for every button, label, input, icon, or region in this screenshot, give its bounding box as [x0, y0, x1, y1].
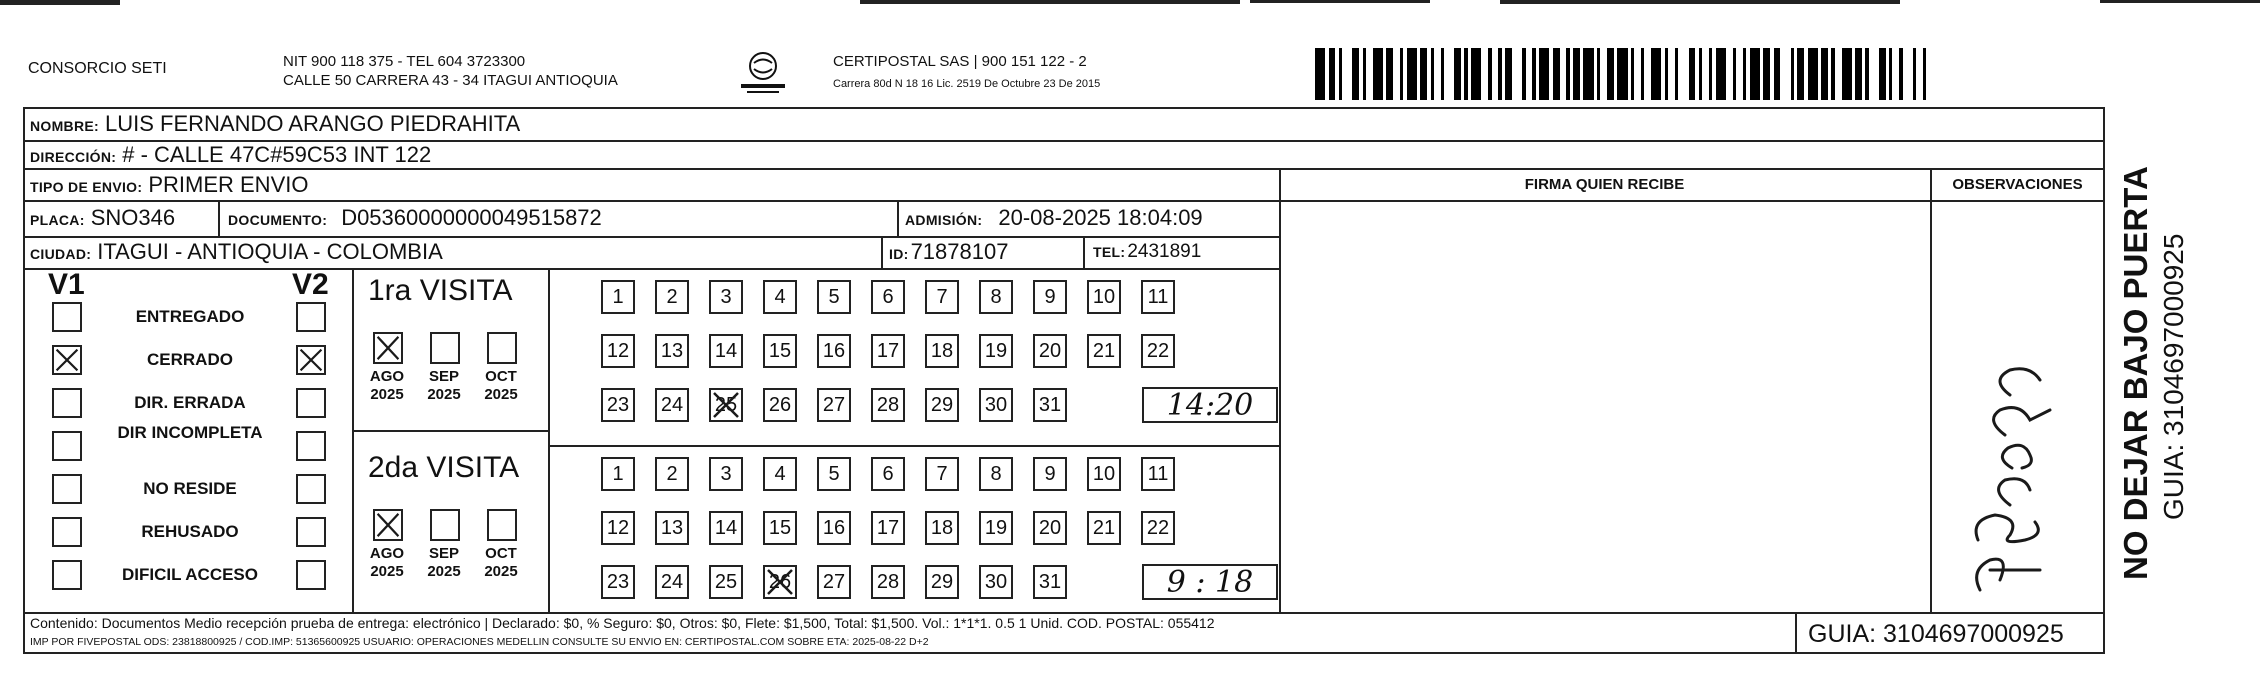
- day-number: 3: [720, 462, 732, 485]
- v2-status-checkbox[interactable]: [296, 560, 326, 590]
- barcode-bar: [1842, 48, 1852, 100]
- day-checkbox[interactable]: [655, 565, 689, 599]
- day-checkbox[interactable]: [601, 388, 635, 422]
- v2-header: V2: [292, 268, 329, 301]
- placa-cell: [30, 205, 175, 231]
- barcode-bar: [1329, 48, 1336, 100]
- day-number: 13: [660, 339, 684, 362]
- courier-address: Carrera 80d N 18 16 Lic. 2519 De Octubre 23 De 2015: [833, 78, 1101, 90]
- day-number: 12: [606, 516, 630, 539]
- day-number: 22: [1146, 516, 1170, 539]
- day-checkbox[interactable]: [925, 565, 959, 599]
- top-edge-line: [0, 0, 120, 5]
- day-checkbox[interactable]: [1141, 511, 1175, 545]
- day-number: 13: [660, 516, 684, 539]
- status-option-label: DIFICIL ACCESO: [121, 565, 258, 584]
- barcode-bar: [1797, 48, 1804, 100]
- day-checkbox[interactable]: [709, 280, 743, 314]
- day-number: 16: [822, 516, 846, 539]
- x-check-mark: [54, 347, 80, 373]
- firma-header: FIRMA QUIEN RECIBE: [1524, 176, 1685, 193]
- day-checkbox[interactable]: [1087, 334, 1121, 368]
- status-option-label: DIR. ERRADA: [134, 393, 246, 412]
- barcode-bar: [1420, 48, 1427, 100]
- observaciones-header: OBSERVACIONES: [1952, 176, 2083, 193]
- day-checkbox[interactable]: [709, 457, 743, 491]
- day-checkbox[interactable]: [763, 280, 797, 314]
- barcode-bar: [1454, 48, 1461, 100]
- day-checkbox[interactable]: [1033, 457, 1067, 491]
- day-number: 19: [984, 516, 1008, 539]
- barcode-bar: [1393, 48, 1400, 100]
- column-divider: [1083, 236, 1085, 268]
- day-number: 23: [606, 393, 630, 416]
- barcode-bar: [1651, 48, 1661, 100]
- tipo-value: PRIMER ENVIO: [148, 172, 309, 197]
- day-checkbox[interactable]: [817, 457, 851, 491]
- day-number: 23: [606, 570, 630, 593]
- day-checkbox[interactable]: [871, 457, 905, 491]
- month-checkbox[interactable]: [373, 332, 403, 364]
- column-divider: [897, 200, 899, 236]
- x-check-mark: [375, 334, 401, 362]
- top-edge-line: [2100, 0, 2260, 3]
- month-label: [477, 545, 525, 581]
- day-number: 2: [666, 462, 678, 485]
- row-divider: [23, 268, 1279, 270]
- footer-guia: GUIA: 3104697000925: [1808, 620, 2064, 648]
- direccion-label: DIRECCIÓN:: [30, 149, 117, 165]
- day-number: 24: [660, 393, 684, 416]
- barcode-bar: [1855, 48, 1862, 100]
- day-number: 6: [882, 285, 894, 308]
- visit-title: 1ra VISITA: [368, 274, 513, 307]
- company-address: CALLE 50 CARRERA 43 - 34 ITAGUI ANTIOQUIA: [283, 72, 618, 89]
- barcode-bar: [1702, 48, 1709, 100]
- company-name: CONSORCIO SETI: [28, 60, 167, 77]
- admision-value: 20-08-2025 18:04:09: [998, 205, 1203, 230]
- visit-time-box[interactable]: [1142, 564, 1278, 600]
- v2-status-checkbox[interactable]: [296, 517, 326, 547]
- day-checkbox[interactable]: [601, 457, 635, 491]
- side-guia: GUIA: 3104697000925: [2158, 233, 2189, 520]
- month-checkbox[interactable]: [430, 332, 460, 364]
- day-number: 29: [930, 393, 954, 416]
- month-name: AGO: [369, 368, 405, 385]
- handwritten-time: 9 : 18: [1166, 564, 1254, 600]
- barcode-bar: [1716, 48, 1726, 100]
- day-checkbox[interactable]: [871, 565, 905, 599]
- day-number: 8: [990, 285, 1002, 308]
- footer-content: Contenido: Documentos Medio recepción prueba de entrega: electrónico | Declarado: $0, % Seguro: $0, Otros: $0, Flete: $1,500, Total: $1,500. Vol.: 1*1*1. 0.5 1 Unid. COD. POSTAL: 055412: [30, 615, 1215, 631]
- day-checkbox[interactable]: [655, 388, 689, 422]
- month-name: OCT: [485, 545, 517, 562]
- row-divider: [352, 430, 548, 432]
- day-checkbox[interactable]: [655, 457, 689, 491]
- month-year: 2025: [484, 386, 518, 403]
- day-number: 14: [714, 339, 738, 362]
- day-number: 27: [822, 570, 846, 593]
- month-checkbox[interactable]: [487, 509, 517, 541]
- tel-value: 2431891: [1127, 241, 1202, 262]
- barcode-bar: [1434, 48, 1441, 100]
- barcode-bar: [1668, 48, 1675, 100]
- barcode-bar: [1879, 48, 1886, 100]
- x-check-mark: [375, 511, 401, 539]
- barcode-bar: [1492, 48, 1499, 100]
- day-checkbox[interactable]: [1087, 511, 1121, 545]
- day-checkbox[interactable]: [601, 511, 635, 545]
- month-year: 2025: [427, 563, 461, 580]
- day-number: 2: [666, 285, 678, 308]
- month-year: 2025: [427, 386, 461, 403]
- barcode-bar: [1926, 48, 1929, 100]
- column-divider: [1930, 168, 1932, 612]
- column-divider: [1795, 612, 1797, 654]
- barcode-bar: [1600, 48, 1607, 100]
- day-checkbox[interactable]: [1033, 511, 1067, 545]
- day-checkbox[interactable]: [979, 280, 1013, 314]
- day-number: 12: [606, 339, 630, 362]
- day-checkbox[interactable]: [979, 565, 1013, 599]
- barcode-bar: [1774, 48, 1781, 100]
- barcode-bar: [1315, 48, 1325, 100]
- barcode-bar: [1678, 48, 1688, 100]
- handwritten-signature: [1950, 340, 2090, 600]
- day-number: 8: [990, 462, 1002, 485]
- day-number: 26: [768, 570, 792, 593]
- day-number: 17: [876, 516, 900, 539]
- row-divider: [548, 445, 1279, 447]
- v1-status-checkbox[interactable]: [52, 388, 82, 418]
- day-checkbox[interactable]: [817, 565, 851, 599]
- courier-name: CERTIPOSTAL SAS | 900 151 122 - 2: [833, 53, 1087, 70]
- v2-status-checkbox[interactable]: [296, 302, 326, 332]
- day-number: 20: [1038, 339, 1062, 362]
- day-number: 1: [612, 462, 624, 485]
- day-number: 9: [1044, 462, 1056, 485]
- v1-status-checkbox[interactable]: [52, 431, 82, 461]
- footer-print-info: IMP POR FIVEPOSTAL ODS: 23818800925 / COD.IMP: 51365600925 USUARIO: OPERACIONES MEDELLIN CONSULTE SU ENVIO EN: CERTIPOSTAL.COM SOBRE ETA: 2025-08-22 D+2: [30, 636, 929, 648]
- barcode-bar: [1869, 48, 1879, 100]
- day-checkbox[interactable]: [709, 388, 743, 422]
- barcode-bar: [1750, 48, 1760, 100]
- month-year: 2025: [370, 386, 404, 403]
- day-checkbox[interactable]: [1087, 280, 1121, 314]
- day-number: 1: [612, 285, 624, 308]
- day-number: 20: [1038, 516, 1062, 539]
- v1-status-checkbox[interactable]: [52, 560, 82, 590]
- barcode-bar: [1916, 48, 1923, 100]
- status-option-label: ENTREGADO: [135, 307, 245, 326]
- admision-label: ADMISIÓN:: [905, 212, 983, 228]
- tipo-label: TIPO DE ENVIO:: [30, 179, 143, 195]
- day-checkbox[interactable]: [1033, 280, 1067, 314]
- barcode-bar: [1512, 48, 1522, 100]
- day-number: 15: [768, 339, 792, 362]
- day-checkbox[interactable]: [979, 334, 1013, 368]
- row-divider: [23, 612, 2105, 614]
- barcode-bar: [1607, 48, 1614, 100]
- barcode-bar: [1835, 48, 1842, 100]
- row-divider: [23, 200, 2105, 202]
- barcode-bar: [1726, 48, 1733, 100]
- barcode-bar: [1386, 48, 1393, 100]
- day-checkbox[interactable]: [763, 457, 797, 491]
- handwritten-time: 14:20: [1166, 387, 1254, 423]
- barcode-bar: [1903, 48, 1913, 100]
- day-checkbox[interactable]: [817, 511, 851, 545]
- status-option-label: DIR INCOMPLETA: [117, 423, 263, 442]
- day-checkbox[interactable]: [1141, 334, 1175, 368]
- barcode-bar: [1342, 48, 1352, 100]
- day-checkbox[interactable]: [763, 334, 797, 368]
- day-checkbox[interactable]: [601, 565, 635, 599]
- month-label: [363, 368, 411, 404]
- side-warning: NO DEJAR BAJO PUERTA: [2117, 166, 2154, 580]
- documento-cell: [228, 205, 602, 231]
- v2-status-checkbox[interactable]: [296, 474, 326, 504]
- month-name: OCT: [485, 368, 517, 385]
- day-number: 21: [1092, 516, 1116, 539]
- day-number: 27: [822, 393, 846, 416]
- day-number: 16: [822, 339, 846, 362]
- id-label: ID:: [889, 246, 909, 262]
- day-checkbox[interactable]: [979, 511, 1013, 545]
- month-year: 2025: [484, 563, 518, 580]
- direccion-row: [30, 142, 431, 168]
- day-number: 28: [876, 570, 900, 593]
- barcode-bar: [1689, 48, 1696, 100]
- barcode-bar: [1644, 48, 1651, 100]
- day-number: 5: [828, 462, 840, 485]
- barcode-bar: [1634, 48, 1641, 100]
- day-number: 26: [768, 393, 792, 416]
- tel-cell: [1093, 241, 1201, 263]
- month-year: 2025: [370, 563, 404, 580]
- barcode-bar: [1617, 48, 1627, 100]
- column-divider: [218, 200, 220, 236]
- day-checkbox[interactable]: [817, 280, 851, 314]
- status-option-label: CERRADO: [147, 350, 233, 369]
- v2-status-checkbox[interactable]: [296, 431, 326, 461]
- day-checkbox[interactable]: [601, 334, 635, 368]
- nombre-label: NOMBRE:: [30, 118, 99, 134]
- id-value: 71878107: [910, 239, 1009, 264]
- month-name: SEP: [428, 545, 459, 562]
- day-checkbox[interactable]: [871, 334, 905, 368]
- month-label: [420, 368, 468, 404]
- v1-status-checkbox[interactable]: [52, 345, 82, 375]
- day-checkbox[interactable]: [1141, 280, 1175, 314]
- day-number: 7: [936, 462, 948, 485]
- day-checkbox[interactable]: [655, 280, 689, 314]
- day-checkbox[interactable]: [1087, 457, 1121, 491]
- top-edge-line: [1500, 0, 1900, 4]
- day-number: 25: [714, 393, 738, 416]
- day-number: 4: [774, 462, 786, 485]
- day-checkbox[interactable]: [979, 457, 1013, 491]
- day-number: 7: [936, 285, 948, 308]
- status-option-label: REHUSADO: [141, 522, 239, 541]
- month-checkbox[interactable]: [430, 509, 460, 541]
- barcode-bar: [1373, 48, 1383, 100]
- day-number: 3: [720, 285, 732, 308]
- v1-status-checkbox[interactable]: [52, 517, 82, 547]
- month-label: [363, 545, 411, 581]
- day-checkbox[interactable]: [871, 511, 905, 545]
- day-checkbox[interactable]: [1141, 457, 1175, 491]
- top-edge-line: [1250, 0, 1430, 3]
- day-number: 22: [1146, 339, 1170, 362]
- column-divider: [881, 236, 883, 268]
- tipo-row: [30, 172, 308, 198]
- day-checkbox[interactable]: [709, 565, 743, 599]
- v2-status-checkbox[interactable]: [296, 388, 326, 418]
- barcode-bar: [1481, 48, 1488, 100]
- day-checkbox[interactable]: [655, 334, 689, 368]
- day-number: 25: [714, 570, 738, 593]
- day-checkbox[interactable]: [1033, 388, 1067, 422]
- day-checkbox[interactable]: [925, 388, 959, 422]
- day-number: 17: [876, 339, 900, 362]
- day-number: 21: [1092, 339, 1116, 362]
- day-checkbox[interactable]: [925, 511, 959, 545]
- day-number: 4: [774, 285, 786, 308]
- day-number: 6: [882, 462, 894, 485]
- day-checkbox[interactable]: [817, 388, 851, 422]
- barcode-bar: [1505, 48, 1512, 100]
- barcode-bar: [1583, 48, 1593, 100]
- day-number: 11: [1147, 285, 1169, 308]
- day-number: 29: [930, 570, 954, 593]
- day-checkbox[interactable]: [1033, 565, 1067, 599]
- placa-value: SNO346: [90, 205, 176, 230]
- day-checkbox[interactable]: [709, 334, 743, 368]
- day-checkbox[interactable]: [817, 334, 851, 368]
- visit-time-box[interactable]: [1142, 387, 1278, 423]
- barcode-bar: [1763, 48, 1770, 100]
- month-label: [420, 545, 468, 581]
- admision-cell: [905, 205, 1203, 231]
- ciudad-cell: [30, 239, 443, 265]
- day-checkbox[interactable]: [925, 334, 959, 368]
- day-number: 28: [876, 393, 900, 416]
- barcode-bar: [1808, 48, 1818, 100]
- month-checkbox[interactable]: [373, 509, 403, 541]
- v1-header: V1: [48, 268, 85, 301]
- day-number: 14: [714, 516, 738, 539]
- barcode-bar: [1821, 48, 1828, 100]
- barcode-bar: [1366, 48, 1373, 100]
- column-divider: [352, 268, 354, 612]
- nombre-row: [30, 111, 520, 137]
- x-check-mark: [298, 347, 324, 373]
- barcode-bar: [1736, 48, 1743, 100]
- barcode-bar: [1573, 48, 1580, 100]
- day-checkbox[interactable]: [655, 511, 689, 545]
- status-option-label: NO RESIDE: [143, 479, 237, 498]
- nombre-value: LUIS FERNANDO ARANGO PIEDRAHITA: [104, 111, 521, 136]
- day-number: 18: [930, 516, 954, 539]
- day-number: 5: [828, 285, 840, 308]
- day-checkbox[interactable]: [871, 388, 905, 422]
- row-divider: [23, 168, 2105, 170]
- day-number: 24: [660, 570, 684, 593]
- top-edge-line: [860, 0, 1240, 4]
- tracking-barcode: [1315, 48, 1931, 100]
- day-number: 31: [1038, 570, 1062, 593]
- month-name: SEP: [428, 368, 459, 385]
- month-checkbox[interactable]: [487, 332, 517, 364]
- barcode-bar: [1444, 48, 1454, 100]
- day-number: 19: [984, 339, 1008, 362]
- day-checkbox[interactable]: [871, 280, 905, 314]
- day-number: 30: [984, 393, 1008, 416]
- day-number: 11: [1147, 462, 1169, 485]
- month-name: AGO: [369, 545, 405, 562]
- barcode-bar: [1780, 48, 1790, 100]
- day-checkbox[interactable]: [925, 280, 959, 314]
- row-divider: [23, 236, 1279, 238]
- barcode-bar: [1526, 48, 1533, 100]
- barcode-bar: [1352, 48, 1359, 100]
- barcode-bar: [1471, 48, 1481, 100]
- day-number: 10: [1092, 462, 1116, 485]
- day-checkbox[interactable]: [763, 388, 797, 422]
- v1-status-checkbox[interactable]: [52, 302, 82, 332]
- placa-label: PLACA:: [30, 212, 85, 228]
- ciudad-label: CIUDAD:: [30, 246, 92, 262]
- certipostal-logo-icon: [735, 48, 791, 96]
- direccion-value: # - CALLE 47C#59C53 INT 122: [122, 142, 432, 167]
- day-checkbox[interactable]: [1033, 334, 1067, 368]
- documento-value: D05360000000049515872: [341, 205, 602, 230]
- barcode-bar: [1892, 48, 1899, 100]
- day-checkbox[interactable]: [601, 280, 635, 314]
- barcode-bar: [1553, 48, 1560, 100]
- barcode-bar: [1560, 48, 1567, 100]
- column-divider: [548, 268, 550, 612]
- column-divider: [1279, 168, 1281, 612]
- id-cell: [889, 239, 1008, 265]
- day-number: 31: [1038, 393, 1062, 416]
- day-checkbox[interactable]: [979, 388, 1013, 422]
- ciudad-value: ITAGUI - ANTIOQUIA - COLOMBIA: [97, 239, 443, 264]
- day-number: 18: [930, 339, 954, 362]
- day-checkbox[interactable]: [925, 457, 959, 491]
- documento-label: DOCUMENTO:: [228, 212, 328, 228]
- day-number: 9: [1044, 285, 1056, 308]
- day-checkbox[interactable]: [763, 511, 797, 545]
- month-label: [477, 368, 525, 404]
- tel-label: TEL:: [1093, 244, 1126, 260]
- barcode-bar: [1407, 48, 1417, 100]
- day-number: 15: [768, 516, 792, 539]
- v1-status-checkbox[interactable]: [52, 474, 82, 504]
- barcode-bar: [1539, 48, 1549, 100]
- day-number: 10: [1092, 285, 1116, 308]
- v2-status-checkbox[interactable]: [296, 345, 326, 375]
- company-nit: NIT 900 118 375 - TEL 604 3723300: [283, 53, 526, 70]
- day-checkbox[interactable]: [763, 565, 797, 599]
- visit-title: 2da VISITA: [368, 451, 520, 484]
- day-checkbox[interactable]: [709, 511, 743, 545]
- day-number: 30: [984, 570, 1008, 593]
